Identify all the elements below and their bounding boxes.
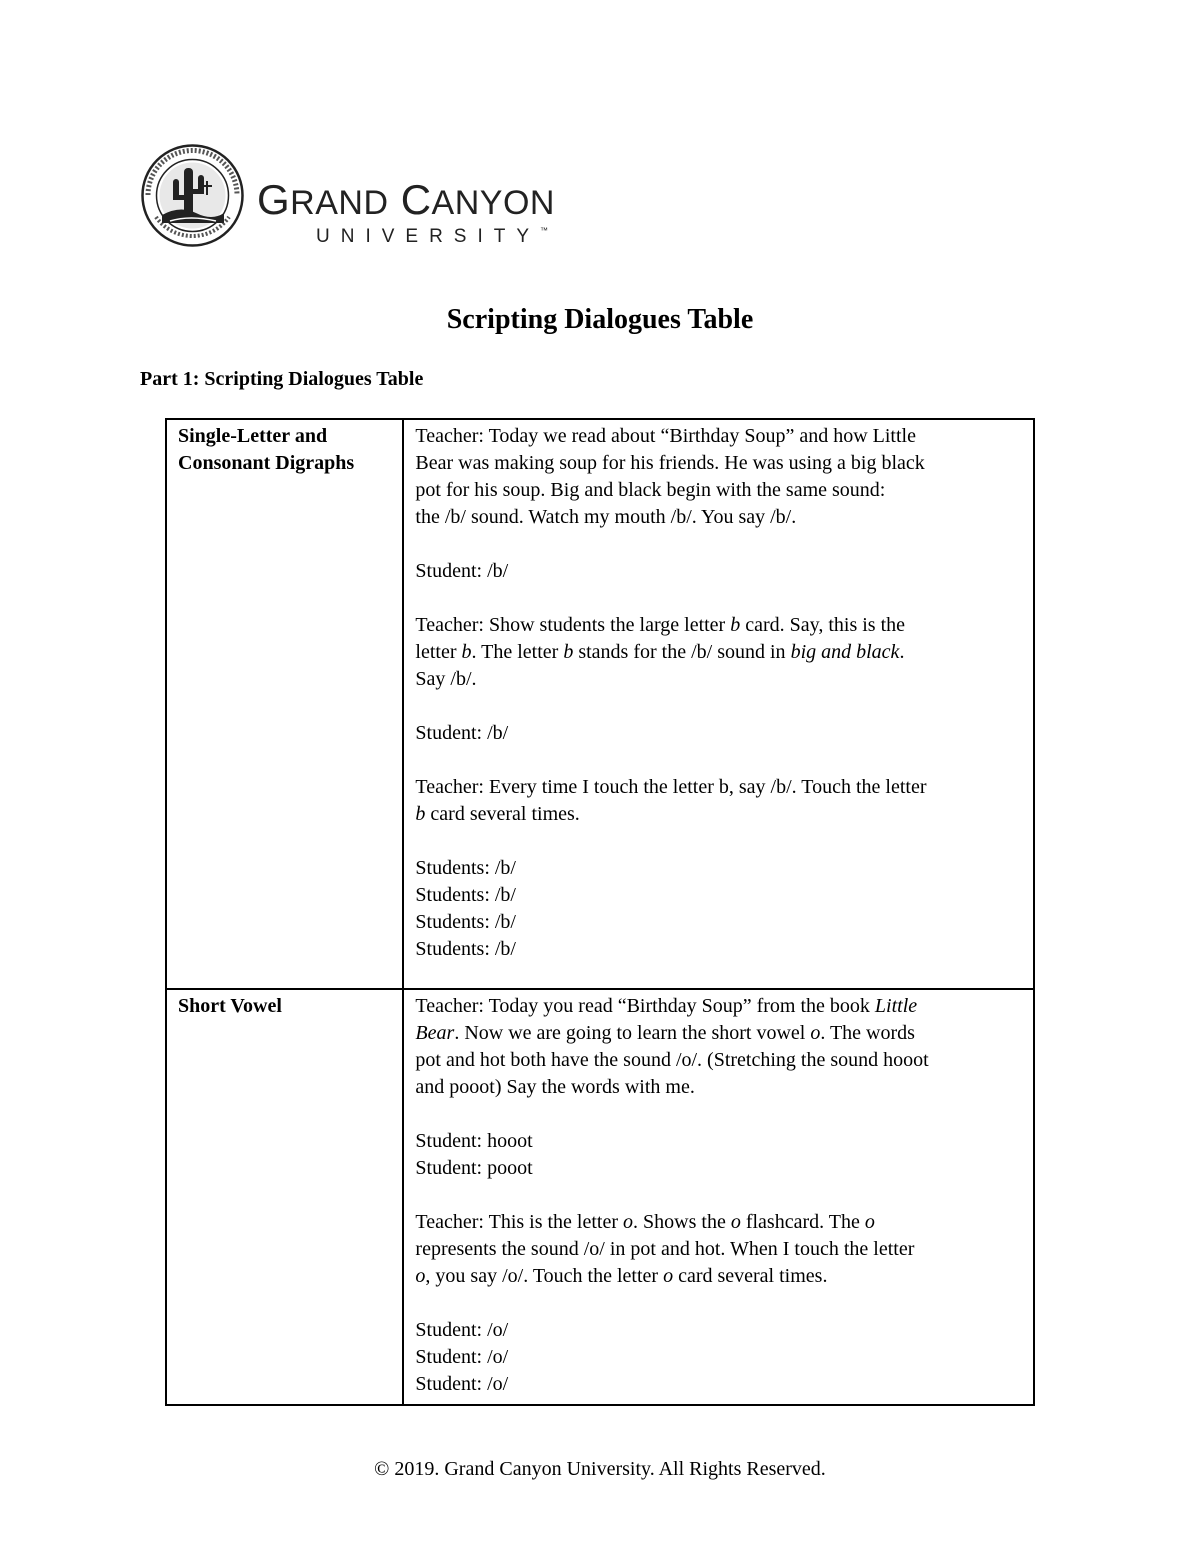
dialogue-line: and pooot) Say the words with me. [415, 1076, 695, 1098]
document-title: Scripting Dialogues Table [446, 304, 754, 335]
dialogue-line: Student: pooot [415, 1157, 533, 1179]
dialogue-line: Students: /b/ [415, 857, 516, 879]
dialogue-line: Teacher: Show students the large letter b card. Say, this is the [415, 614, 906, 636]
table-row [166, 989, 1034, 1405]
dialogue-line: Student: /o/ [415, 1373, 509, 1395]
row-dialogue-cell [403, 989, 1034, 1405]
university-seal-icon [140, 143, 245, 248]
dialogue-line: Students: /b/ [415, 911, 516, 933]
row-label: Short Vowel [178, 995, 282, 1017]
dialogue-line: Students: /b/ [415, 884, 516, 906]
dialogue-line: Student: /o/ [415, 1319, 509, 1341]
row-label-cell [166, 989, 403, 1405]
scripting-dialogues-table [165, 418, 1035, 1406]
dialogue-line: Student: /b/ [415, 722, 509, 744]
dialogue-line: b card several times. [415, 803, 580, 825]
dialogue-line: Bear was making soup for his friends. He was using a big black [415, 452, 925, 474]
copyright-footer: © 2019. Grand Canyon University. All Rights Reserved. [374, 1458, 826, 1480]
dialogue-line: represents the sound /o/ in pot and hot. When I touch the letter [415, 1238, 915, 1260]
university-logo [140, 143, 620, 248]
dialogue-line: letter b. The letter b stands for the /b/ sound in big and black. [415, 641, 905, 663]
dialogue-line: Student: /o/ [415, 1346, 509, 1368]
table-row [166, 419, 1034, 989]
row-label-cell [166, 419, 403, 989]
dialogue-line: o, you say /o/. Touch the letter o card several times. [415, 1265, 828, 1287]
dialogue-line: Teacher: Every time I touch the letter b, say /b/. Touch the letter [415, 776, 927, 798]
row-label: Single-Letter and [178, 425, 328, 447]
dialogue-line: Teacher: Today we read about “Birthday Soup” and how Little [415, 425, 916, 447]
university-subtitle: UNIVERSITY™ [316, 226, 549, 247]
dialogue-line: Student: /b/ [415, 560, 509, 582]
dialogue-line: pot and hot both have the sound /o/. (Stretching the sound hooot [415, 1049, 929, 1071]
dialogue-line: Students: /b/ [415, 938, 516, 960]
row-label: Consonant Digraphs [178, 452, 355, 474]
dialogue-line: Teacher: This is the letter o. Shows the o flashcard. The o [415, 1211, 875, 1233]
dialogue-line: pot for his soup. Big and black begin with the same sound: [415, 479, 886, 501]
dialogue-line: Say /b/. [415, 668, 477, 690]
row-dialogue-cell [403, 419, 1034, 989]
dialogue-line: Bear. Now we are going to learn the short vowel o. The words [415, 1022, 915, 1044]
university-name-wordmark: GRAND CANYON [257, 176, 555, 223]
dialogue-line: Teacher: Today you read “Birthday Soup” from the book Little [415, 995, 918, 1017]
dialogue-line: Student: hooot [415, 1130, 533, 1152]
dialogue-line: the /b/ sound. Watch my mouth /b/. You say /b/. [415, 506, 797, 528]
part-heading: Part 1: Scripting Dialogues Table [140, 368, 424, 390]
